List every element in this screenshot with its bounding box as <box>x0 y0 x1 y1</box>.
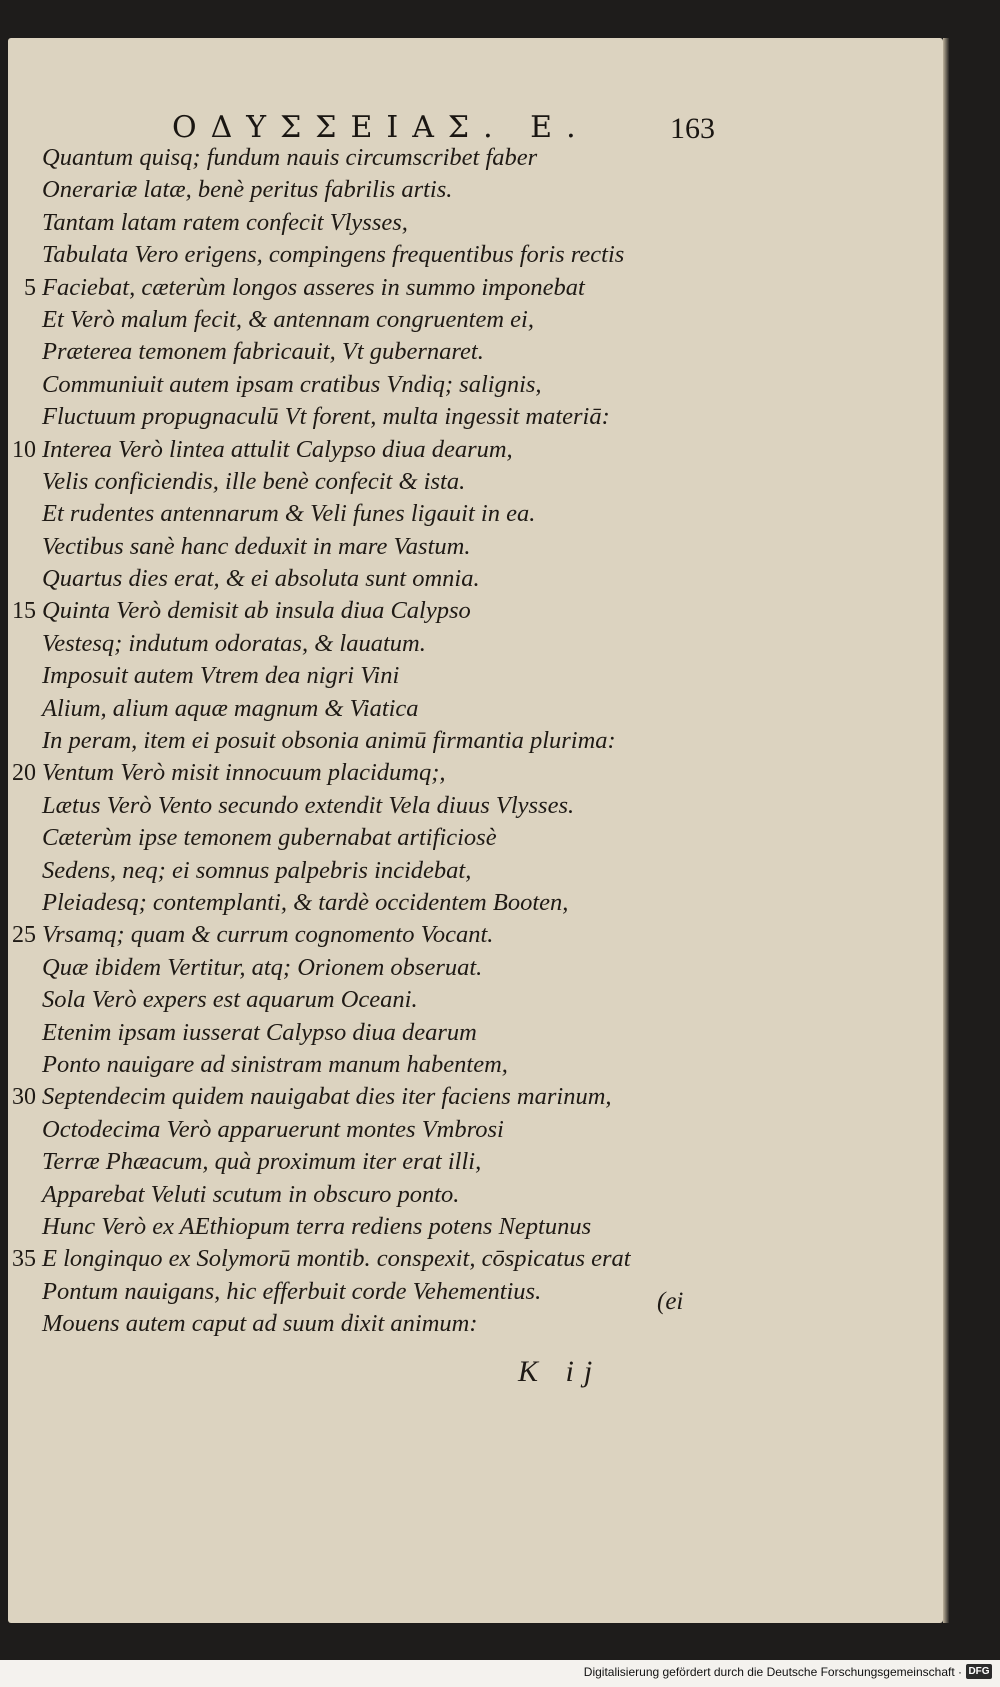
verse-line <box>42 790 722 822</box>
verse-line <box>12 434 722 466</box>
verse-line <box>12 595 722 627</box>
verse-text: Ponto nauigare ad sinistram manum habentem, <box>42 1050 508 1078</box>
page-number: 163 <box>670 112 715 145</box>
verse-line <box>42 1049 722 1081</box>
verse-text: Quæ ibidem Vertitur, atq; Orionem obseruat. <box>42 953 483 981</box>
verse-line <box>12 919 722 951</box>
verse-line <box>42 466 722 498</box>
line-number: 20 <box>12 760 36 787</box>
line-number: 35 <box>12 1246 36 1273</box>
verse-text: Quartus dies erat, & ei absoluta sunt omnia. <box>42 565 480 593</box>
verse-text: Sola Verò expers est aquarum Oceani. <box>42 986 418 1014</box>
verse-line <box>42 1146 722 1178</box>
verse-text: Lætus Verò Vento secundo extendit Vela diuus Vlysses. <box>42 791 575 819</box>
verse-line <box>42 693 722 725</box>
verse-line <box>42 855 722 887</box>
verse-line <box>42 531 722 563</box>
signature-mark: K ij <box>518 1355 603 1388</box>
page-edge <box>943 38 949 1623</box>
marginal-note: (ei <box>657 1288 684 1315</box>
verse-line <box>42 984 722 1016</box>
verse-text: Hunc Verò ex AEthiopum terra rediens potens Neptunus <box>42 1212 592 1240</box>
verse-text: Sedens, neq; ei somnus palpebris incidebat, <box>42 856 472 884</box>
verse-text: Et Verò malum fecit, & antennam congruentem ei, <box>42 305 534 333</box>
verse-text: In peram, item ei posuit obsonia animū firmantia plurima: <box>42 727 616 755</box>
verse-text: Faciebat, cæterùm longos asseres in summo imponebat <box>42 273 585 301</box>
verse-text: Et rudentes antennarum & Veli funes ligauit in ea. <box>42 500 536 528</box>
verse-line <box>42 887 722 919</box>
verse-text: Tabulata Vero erigens, compingens frequentibus foris rectis <box>42 241 625 269</box>
line-number: 15 <box>12 598 36 625</box>
verse-text: Vestesq; indutum odoratas, & lauatum. <box>42 629 426 657</box>
verse-text: Vectibus sanè hanc deduxit in mare Vastum. <box>42 532 471 560</box>
verse-line <box>24 272 722 304</box>
verse-line <box>42 239 722 271</box>
verse-line <box>42 1308 722 1340</box>
verse-list <box>12 142 722 1340</box>
verse-text: Alium, alium aquæ magnum & Viatica <box>42 694 419 722</box>
verse-line <box>42 369 722 401</box>
line-number: 10 <box>12 436 36 463</box>
verse-text: Tantam latam ratem confecit Vlysses, <box>42 208 408 236</box>
verse-text: Quinta Verò demisit ab insula diua Calypso <box>42 597 471 625</box>
verse-text: Etenim ipsam iusserat Calypso diua dearum <box>42 1018 477 1046</box>
footer-credit: Digitalisierung gefördert durch die Deutsche Forschungsgemeinschaft · <box>583 1665 962 1679</box>
verse-line <box>12 757 722 789</box>
verse-text: Præterea temonem fabricauit, Vt gubernaret. <box>42 338 484 366</box>
verse-text: Septendecim quidem nauigabat dies iter faciens marinum, <box>42 1083 612 1111</box>
verse-text: Mouens autem caput ad suum dixit animum: <box>42 1310 478 1338</box>
verse-text: Interea Verò lintea attulit Calypso diua dearum, <box>42 435 513 463</box>
verse-text: Communiuit autem ipsam cratibus Vndiq; salignis, <box>42 370 542 398</box>
verse-text: Pleiadesq; contemplanti, & tardè occidentem Booten, <box>42 888 569 916</box>
verse-text: Apparebat Veluti scutum in obscuro ponto. <box>42 1180 460 1208</box>
verse-line <box>42 1276 722 1308</box>
line-number: 30 <box>12 1084 36 1111</box>
verse-line <box>42 304 722 336</box>
verse-line <box>42 142 722 174</box>
verse-text: Imposuit autem Vtrem dea nigri Vini <box>42 662 400 690</box>
verse-text: Octodecima Verò apparuerunt montes Vmbrosi <box>42 1115 504 1143</box>
verse-line <box>42 336 722 368</box>
verse-text: Fluctuum propugnaculū Vt forent, multa ingessit materiā: <box>42 403 610 431</box>
verse-text: E longinquo ex Solymorū montib. conspexit, cōspicatus erat <box>42 1245 631 1273</box>
verse-text: Vrsamq; quam & currum cognomento Vocant. <box>42 921 494 949</box>
verse-line <box>42 563 722 595</box>
verse-line <box>42 628 722 660</box>
verse-line <box>42 1211 722 1243</box>
verse-text: Cæterùm ipse temonem gubernabat artificiosè <box>42 824 497 852</box>
verse-line <box>12 1243 722 1275</box>
verse-line <box>42 207 722 239</box>
verse-text: Onerariæ latæ, benè peritus fabrilis artis. <box>42 176 453 204</box>
running-head: ΟΔΥΣΣΕΙΑΣ. Ε. <box>172 110 590 145</box>
verse-line <box>12 1081 722 1113</box>
verse-line <box>42 725 722 757</box>
dfg-logo-icon: DFG <box>966 1664 992 1679</box>
verse-text: Velis conficiendis, ille benè confecit & ista. <box>42 467 466 495</box>
line-number: 5 <box>24 274 36 301</box>
verse-text: Quantum quisq; fundum nauis circumscribet faber <box>42 144 538 171</box>
line-number: 25 <box>12 922 36 949</box>
verse-line <box>42 660 722 692</box>
verse-text: Ventum Verò misit innocuum placidumq;, <box>42 759 446 787</box>
verse-text: Pontum nauigans, hic efferbuit corde Vehementius. <box>42 1277 542 1305</box>
verse-line <box>42 1114 722 1146</box>
verse-line <box>42 952 722 984</box>
verse-line <box>42 401 722 433</box>
verse-line <box>42 822 722 854</box>
verse-line <box>42 498 722 530</box>
verse-text: Terræ Phæacum, quà proximum iter erat illi, <box>42 1148 482 1176</box>
verse-line <box>42 1017 722 1049</box>
footer-bar <box>0 1660 1000 1687</box>
verse-line <box>42 1179 722 1211</box>
verse-line <box>42 174 722 206</box>
